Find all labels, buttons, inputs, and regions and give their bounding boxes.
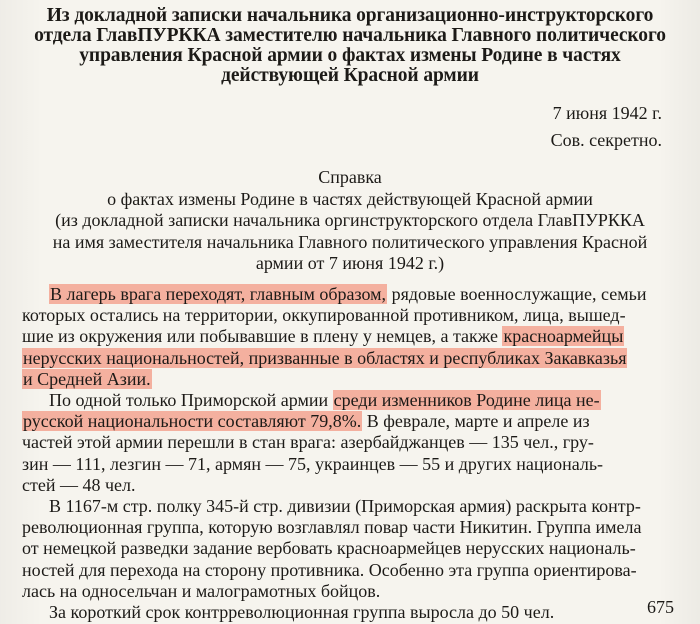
- paragraph-2-line-1: [22, 390, 682, 411]
- text-segment: По одной только Приморской армии: [49, 390, 333, 411]
- highlight: красноармейцы: [503, 326, 624, 347]
- title-line-4: действующей Красной армии: [221, 65, 479, 86]
- heading-line-4: на имя заместителя начальника Главного политического управления Красной: [52, 231, 648, 252]
- paragraph-1-line-3: [22, 326, 682, 347]
- text-segment: В феврале, марте и апреле из: [362, 411, 590, 432]
- title-line-1: Из докладной записки начальника организационно-инструкторского: [46, 5, 654, 26]
- heading-line-3: (из докладной записки начальника оргинструкторского отдела ГлавПУРККА: [55, 210, 645, 230]
- paragraph-1-line-4: [22, 348, 682, 369]
- classification-label: Сов. секретно.: [550, 130, 662, 150]
- paragraph-2-line-2: [22, 411, 682, 432]
- text-segment: рядовые военнослужащие, семьи: [387, 284, 647, 304]
- paragraph-3-line-4: ностей для перехода на сторону противника. Особенно эта группа ориентирова-: [22, 559, 637, 580]
- paragraph-3-line-5: лась на односельчан и малограмотных бойцов.: [22, 580, 381, 601]
- highlight: и Средней Азии.: [23, 368, 151, 389]
- document-body: [22, 284, 682, 623]
- document-title: [30, 6, 670, 86]
- paragraph-2-line-5: стей — 48 чел.: [22, 474, 136, 495]
- highlight: русской национальности составляют 79,8%.: [23, 411, 362, 432]
- paragraph-2-line-3: частей этой армии перешли в стан врага: азербайджанцев — 135 чел., гру-: [22, 432, 594, 453]
- paragraph-3-line-1: В 1167-м стр. полку 345-й стр. дивизии (Приморская армия) раскрыта контр-: [49, 496, 641, 517]
- highlight: среди изменников Родине лица не-: [333, 390, 600, 411]
- paragraph-3-line-3: от немецкой разведки задание вербовать красноармейцев нерусских националь-: [22, 538, 636, 559]
- reference-heading: [20, 167, 680, 275]
- page-number: 675: [647, 597, 674, 617]
- title-line-2: отдела ГлавПУРККА заместителю начальника Главного политического: [34, 25, 666, 46]
- paragraph-1-line-1: [22, 284, 682, 305]
- title-line-3: управления Красной армии о фактах измены Родине в частях: [79, 45, 621, 66]
- paragraph-3-line-2: революционная группа, которую возглавлял повар части Никитин. Группа имела: [22, 517, 642, 538]
- paragraph-4-line-1: За короткий срок контрреволюционная группа выросла до 50 чел.: [49, 602, 555, 623]
- highlight: В лагерь врага переходят, главным образом,: [50, 284, 387, 304]
- text-segment: шие из окружения или побывавшие в плену у немцев, а также: [22, 326, 503, 347]
- heading-line-1: Справка: [318, 167, 382, 187]
- paragraph-1-line-2: которых остались на территории, оккупированной противником, лица, вышед-: [22, 305, 626, 326]
- heading-line-2: о фактах измены Родине в частях действующей Красной армии: [107, 188, 593, 209]
- highlight: нерусских национальностей, призванные в областях и республиках Закавказья: [23, 347, 627, 368]
- paragraph-2-line-4: зин — 111, лезгин — 71, армян — 75, украинцев — 55 и других националь-: [22, 453, 604, 474]
- paragraph-1-line-5: [22, 369, 682, 390]
- document-date: 7 июня 1942 г.: [552, 103, 662, 123]
- heading-line-5: армии от 7 июня 1942 г.): [255, 253, 445, 273]
